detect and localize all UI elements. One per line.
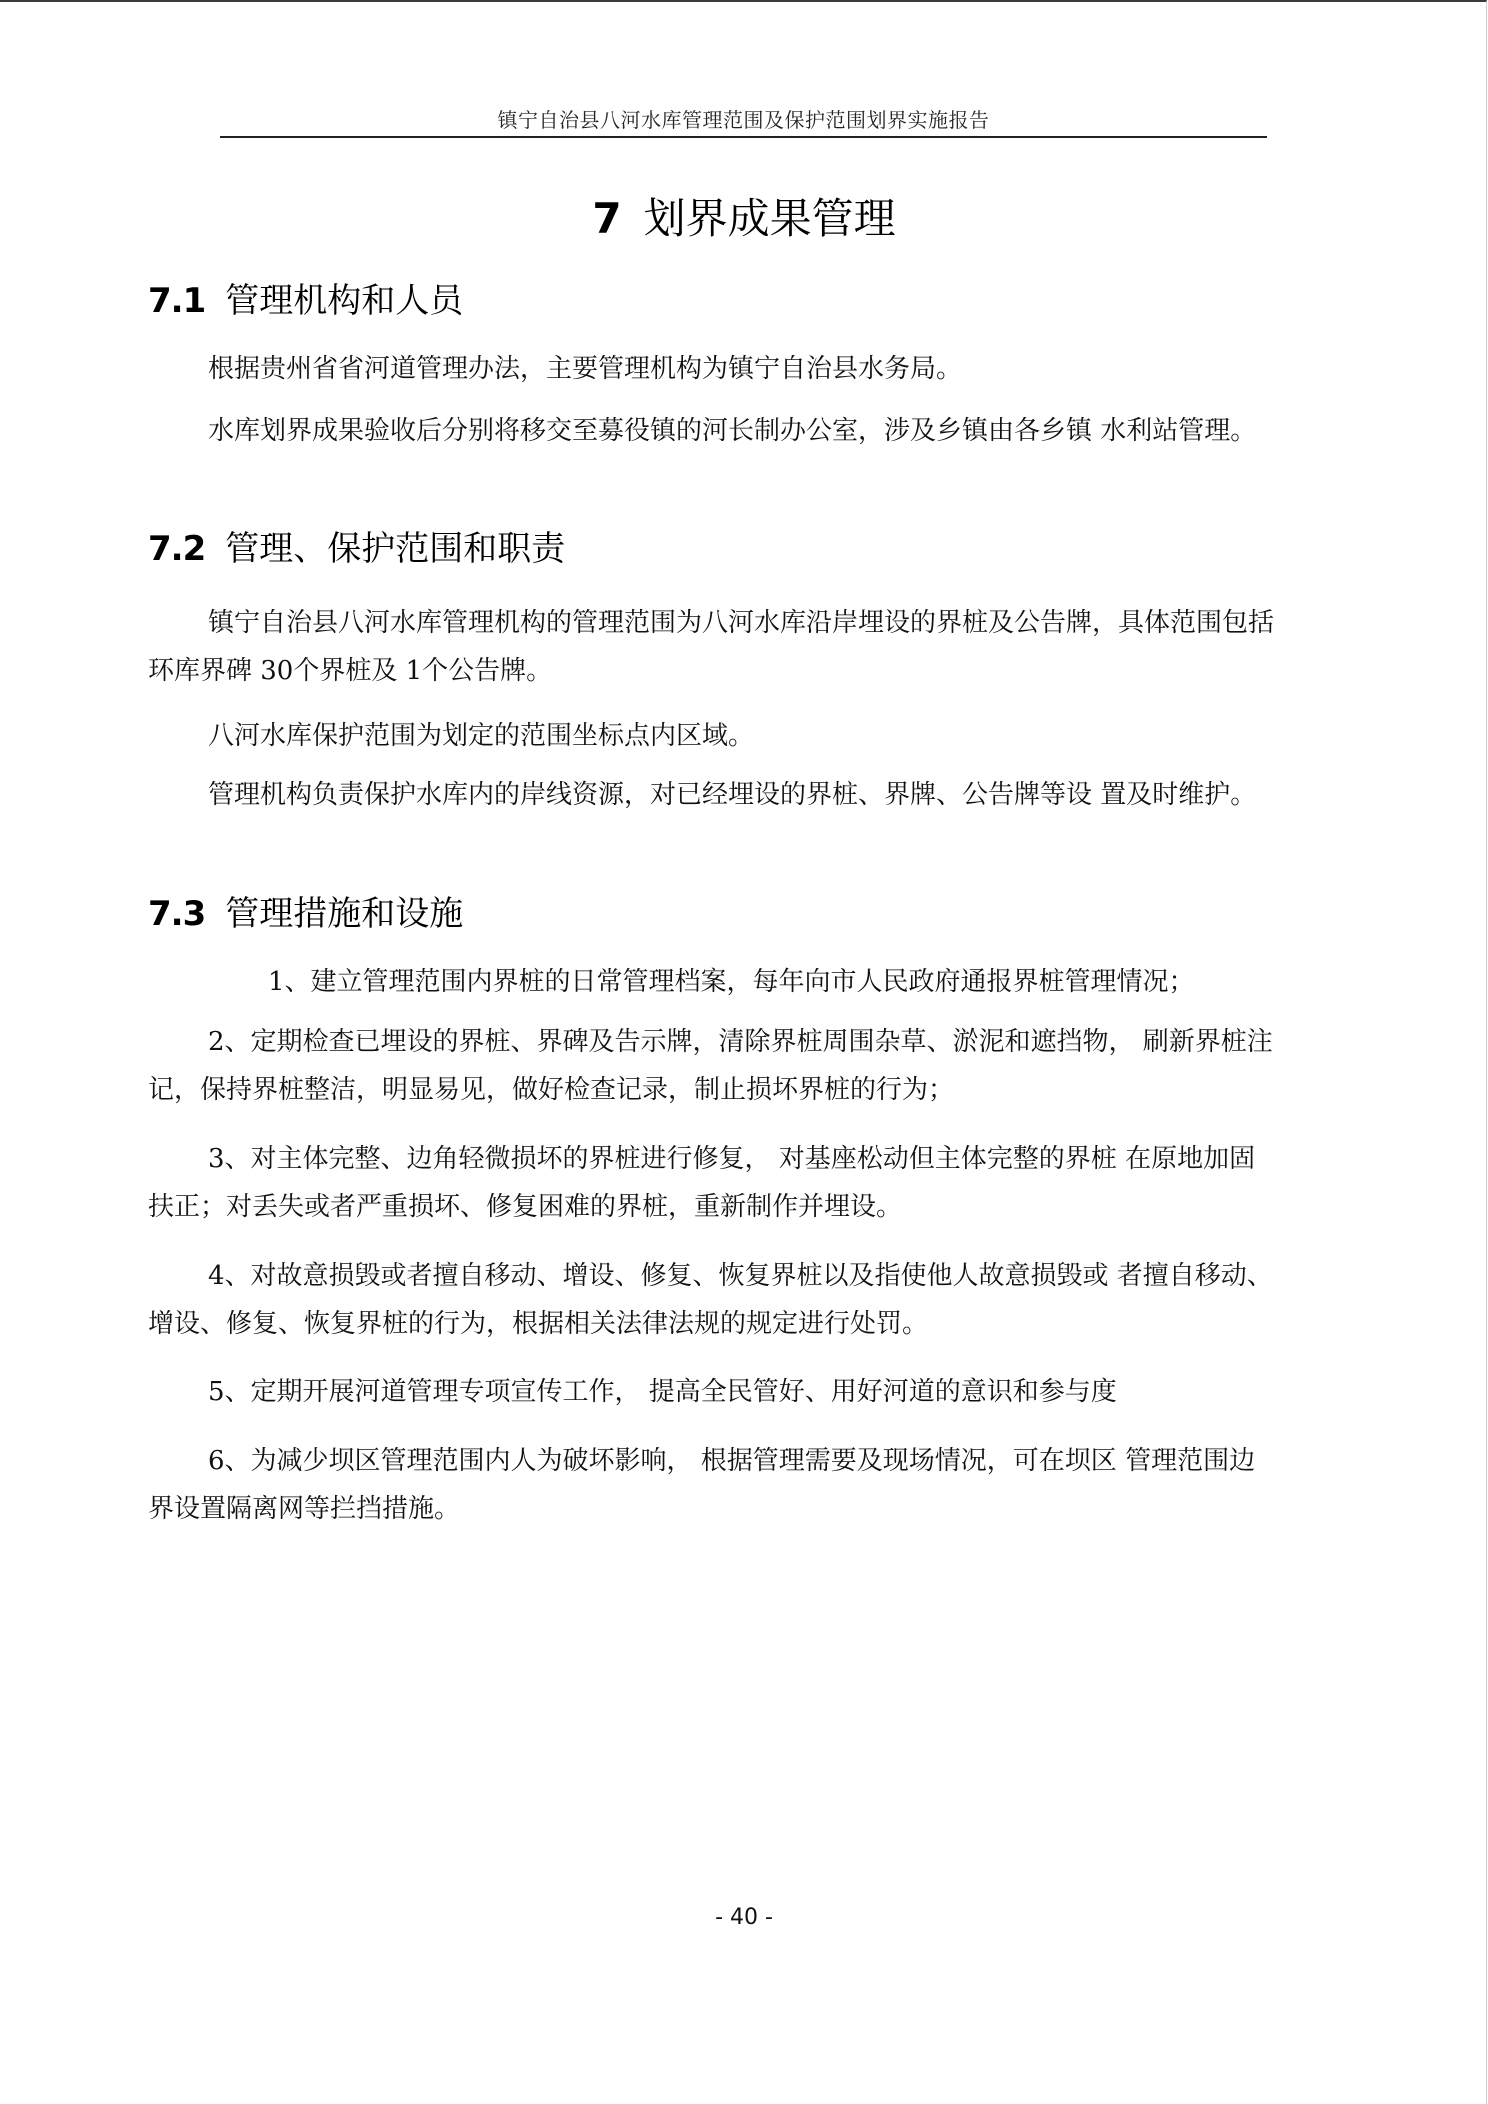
- section-title: 管理措施和设施: [225, 894, 464, 934]
- section-heading-7-2: [148, 526, 565, 572]
- list-item: 5、定期开展河道管理专项宣传工作， 提高全民管好、用好河道的意识和参与度: [208, 1377, 1117, 1407]
- section-number: 7.3: [148, 894, 206, 934]
- chapter-number: 7: [592, 194, 622, 243]
- section-title: 管理、保护范围和职责: [225, 529, 566, 569]
- list-item: 1、建立管理范围内界桩的日常管理档案，每年向市人民政府通报界桩管理情况；: [268, 967, 1195, 997]
- list-item: 2、定期检查已埋设的界桩、界碑及告示牌，清除界桩周围杂草、淤泥和遮挡物， 刷新界桩注记，保持界桩整洁，明显易见，做好检查记录，制止损坏界桩的行为；: [148, 1027, 1273, 1105]
- list-item: 3、对主体完整、边角轻微损坏的界桩进行修复， 对基座松动但主体完整的界桩 在原地加固扶正；对丢失或者严重损坏、修复困难的界桩，重新制作并埋设。: [148, 1144, 1256, 1222]
- chapter-title: [0, 190, 1488, 248]
- paragraph: 管理机构负责保护水库内的岸线资源，对已经埋设的界桩、界牌、公告牌等设 置及时维护。: [208, 780, 1257, 810]
- section-heading-7-1: [148, 278, 463, 324]
- paragraph: 八河水库保护范围为划定的范围坐标点内区域。: [208, 721, 755, 751]
- section-heading-7-3: [148, 891, 463, 937]
- running-header: 镇宁自治县八河水库管理范围及保护范围划界实施报告: [497, 108, 990, 132]
- section-number: 7.1: [148, 281, 206, 321]
- paragraph: 水库划界成果验收后分别将移交至募役镇的河长制办公室，涉及乡镇由各乡镇 水利站管理。: [208, 416, 1257, 446]
- header-rule: [220, 136, 1267, 138]
- section-title: 管理机构和人员: [225, 281, 464, 321]
- list-item: 4、对故意损毁或者擅自移动、增设、修复、恢复界桩以及指使他人故意损毁或 者擅自移动、增设、修复、恢复界桩的行为，根据相关法律法规的规定进行处罚。: [148, 1261, 1273, 1339]
- section-number: 7.2: [148, 529, 206, 569]
- list-item: 6、为减少坝区管理范围内人为破坏影响， 根据管理需要及现场情况，可在坝区 管理范围边界设置隔离网等拦挡措施。: [148, 1446, 1256, 1524]
- paragraph: 根据贵州省省河道管理办法，主要管理机构为镇宁自治县水务局。: [208, 354, 963, 384]
- page-number: - 40 -: [715, 1905, 773, 1930]
- paragraph: 镇宁自治县八河水库管理机构的管理范围为八河水库沿岸埋设的界桩及公告牌，具体范围包括环库界碑 30个界桩及 1个公告牌。: [148, 608, 1275, 686]
- chapter-title-text: 划界成果管理: [643, 194, 896, 243]
